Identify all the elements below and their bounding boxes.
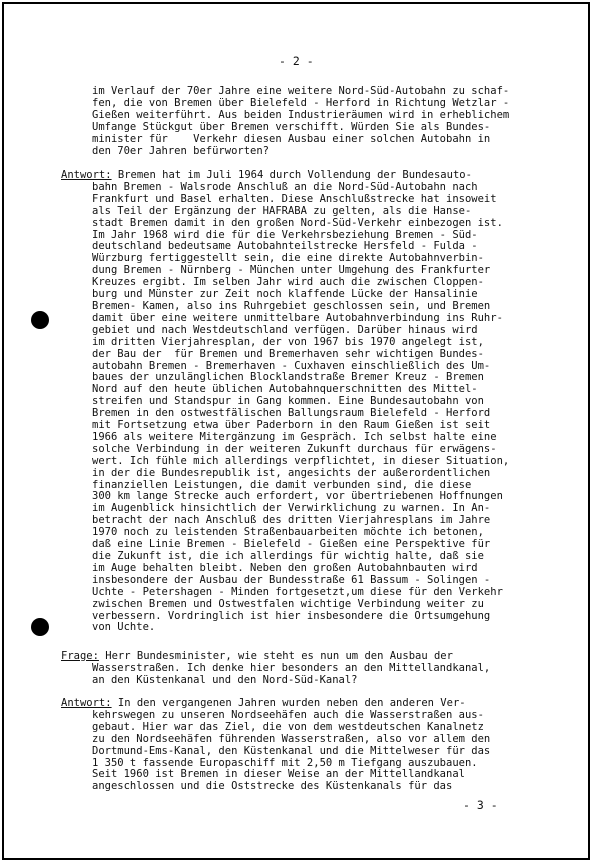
text-line: Nord auf den heute üblichen Autobahnquerschnitten des Mittel- (92, 383, 478, 396)
text-line: Im Jahr 1968 wird die für die Verkehrsbeziehung Bremen - Süd- (92, 228, 478, 241)
text-line: Wasserstraßen. Ich denke hier besonders an den Mittellandkanal, (92, 661, 491, 674)
text-line: Uchte - Petershagen - Minden fortgesetzt,um diese für den Verkehr (92, 585, 503, 598)
text-line: minister für Verkehr diesen Ausbau einer solchen Autobahn in (92, 132, 491, 145)
text-line: im Augenblick hinsichtlich der Verwirklichung zu warnen. In An- (92, 502, 491, 515)
text-line: Kreuzes ergibt. Im selben Jahr wird auch die zwischen Cloppen- (92, 276, 484, 289)
answer-text (61, 170, 509, 634)
question-text (92, 86, 509, 157)
text-line: zu den Nordseehäfen führenden Wasserstraßen, also vor allem den (92, 732, 491, 745)
text-line: mit Fortsetzung etwa über Paderborn in den Raum Gießen ist seit (92, 419, 491, 432)
text-line: der Bau der für Bremen und Bremerhaven sehr wichtigen Bundes- (92, 347, 484, 360)
text-line: streifen und Standspur in Gang kommen. Eine Bundesautobahn von (92, 395, 484, 408)
text-line: finanziellen Leistungen, die damit verbunden sind, die diese (92, 478, 472, 491)
punch-hole (31, 618, 49, 636)
text-line: gebaut. Hier war das Ziel, die von dem westdeutschen Kanalnetz (92, 720, 484, 733)
text-line: an den Küstenkanal und den Nord-Süd-Kanal? (92, 673, 358, 686)
text-line: 1 350 t fassende Europaschiff mit 2,50 m Tiefgang auszubauen. (92, 756, 478, 769)
text-line: damit über eine weitere unmittelbare Autobahnverbindung ins Ruhr- (92, 311, 503, 324)
text-line: dung Bremen - Nürnberg - München unter Umgehung des Frankfurter (92, 264, 491, 277)
text-line: als Teil der Ergänzung der HAFRABA zu gelten, als die Hanse- (92, 204, 472, 217)
text-line: fen, die von Bremen über Bielefeld - Herford in Richtung Wetzlar - (92, 96, 510, 109)
text-line: autobahn Bremen - Bremerhaven - Cuxhaven einschließlich des Um- (92, 359, 491, 372)
text-line: Umfange Stückgut über Bremen verschifft. Würden Sie als Bundes- (92, 120, 491, 133)
text-line: baues der unzulänglichen Blocklandstraße Bremer Kreuz - Bremen (92, 371, 484, 384)
text-line: in der die Bundesrepublik ist, angesichts der außerordentlichen (92, 466, 491, 479)
text-line: kehrswegen zu unseren Nordseehäfen auch die Wasserstraßen aus- (92, 708, 484, 721)
text-line: daß eine Linie Bremen - Bielefeld - Gießen eine Perspektive für (92, 538, 491, 551)
page-number-bottom: - 3 - (463, 798, 498, 812)
text-line: Bremen- Kamen, also ins Ruhrgebiet geschlossen sein, und Bremen (92, 299, 491, 312)
answer-label: Antwort: (61, 697, 112, 709)
text-line: die Zukunft ist, die ich allerdings für wichtig halte, daß sie (92, 550, 484, 562)
answer-label: Antwort: (61, 169, 112, 181)
text-line: Würzburg fertiggestellt sein, die eine direkte Autobahnverbin- (92, 252, 484, 265)
answer-first-line-text: In den vergangenen Jahren wurden neben den anderen Ver- (111, 697, 466, 709)
text-line: wert. Ich fühle mich allerdings verpflichtet, in dieser Situation, (92, 454, 510, 467)
page-frame (2, 2, 590, 860)
text-line: stadt Bremen damit in den großen Nord-Süd-Verkehr einbezogen ist. (92, 216, 503, 229)
text-line: insbesondere der Ausbau der Bundesstraße 61 Bassum - Solingen - (92, 573, 491, 586)
page-number-top: - 2 - (279, 54, 314, 68)
text-line: solche Verbindung in der weiteren Zukunft durchaus für erwägens- (92, 442, 497, 455)
text-line: den 70er Jahren befürworten? (92, 144, 270, 157)
text-line: Gießen weiterführt. Aus beiden Industrieräumen wird in erheblichem (92, 108, 510, 121)
answer-first-line-text: Bremen hat im Juli 1964 durch Vollendung der Bundesauto- (111, 169, 472, 181)
text-line: verbessern. Vordringlich ist hier insbesondere die Ortsumgehung (92, 609, 491, 622)
text-line: Seit 1960 ist Bremen in dieser Weise an der Mittellandkanal (92, 768, 465, 781)
text-line: gebiet und nach Westdeutschland verfügen. Darüber hinaus wird (92, 323, 478, 336)
text-line: im dritten Vierjahresplan, der von 1967 bis 1970 angelegt ist, (92, 335, 484, 348)
text-line: burg und Münster zur Zeit noch klaffende Lücke der Hansalinie (92, 288, 478, 301)
question-first-line-text: Herr Bundesminister, wie steht es nun um den Ausbau der (98, 650, 453, 662)
text-line: Frankfurt und Basel erhalten. Diese Anschlußstrecke hat insoweit (92, 192, 497, 205)
text-line: Dortmund-Ems-Kanal, den Küstenkanal und die Mittelweser für das (92, 744, 491, 757)
question-label: Frage: (61, 650, 99, 662)
text-line: zwischen Bremen und Ostwestfalen wichtige Verbindung weiter zu (92, 597, 484, 610)
text-line: Bremen in den ostwestfälischen Ballungsraum Bielefeld - Herford (92, 407, 491, 420)
text-line: bahn Bremen - Walsrode Anschluß an die Nord-Süd-Autobahn nach (92, 180, 478, 193)
text-line: von Uchte. (92, 621, 156, 634)
text-line: 300 km lange Strecke auch erfordert, vor übertriebenen Hoffnungen (92, 490, 503, 503)
text-line: betracht der nach Anschluß des dritten Vierjahresplans im Jahre (92, 514, 491, 527)
answer-text (61, 698, 490, 793)
punch-hole (31, 311, 49, 329)
text-line: im Auge behalten bleibt. Neben den großen Autobahnbauten wird (92, 561, 478, 574)
text-line: angeschlossen und die Oststrecke des Küstenkanals für das (92, 780, 453, 793)
text-line: 1966 als weitere Mitergänzung im Gespräch. Ich selbst halte eine (92, 430, 497, 443)
text-line: im Verlauf der 70er Jahre eine weitere Nord-Süd-Autobahn zu schaf- (92, 85, 510, 97)
question-text (61, 651, 490, 687)
text-line: deutschland bedeutsame Autobahnteilstrecke Hersfeld - Fulda - (92, 240, 478, 253)
text-line: 1970 noch zu leistenden Straßenbauarbeiten möchte ich betonen, (92, 526, 484, 539)
